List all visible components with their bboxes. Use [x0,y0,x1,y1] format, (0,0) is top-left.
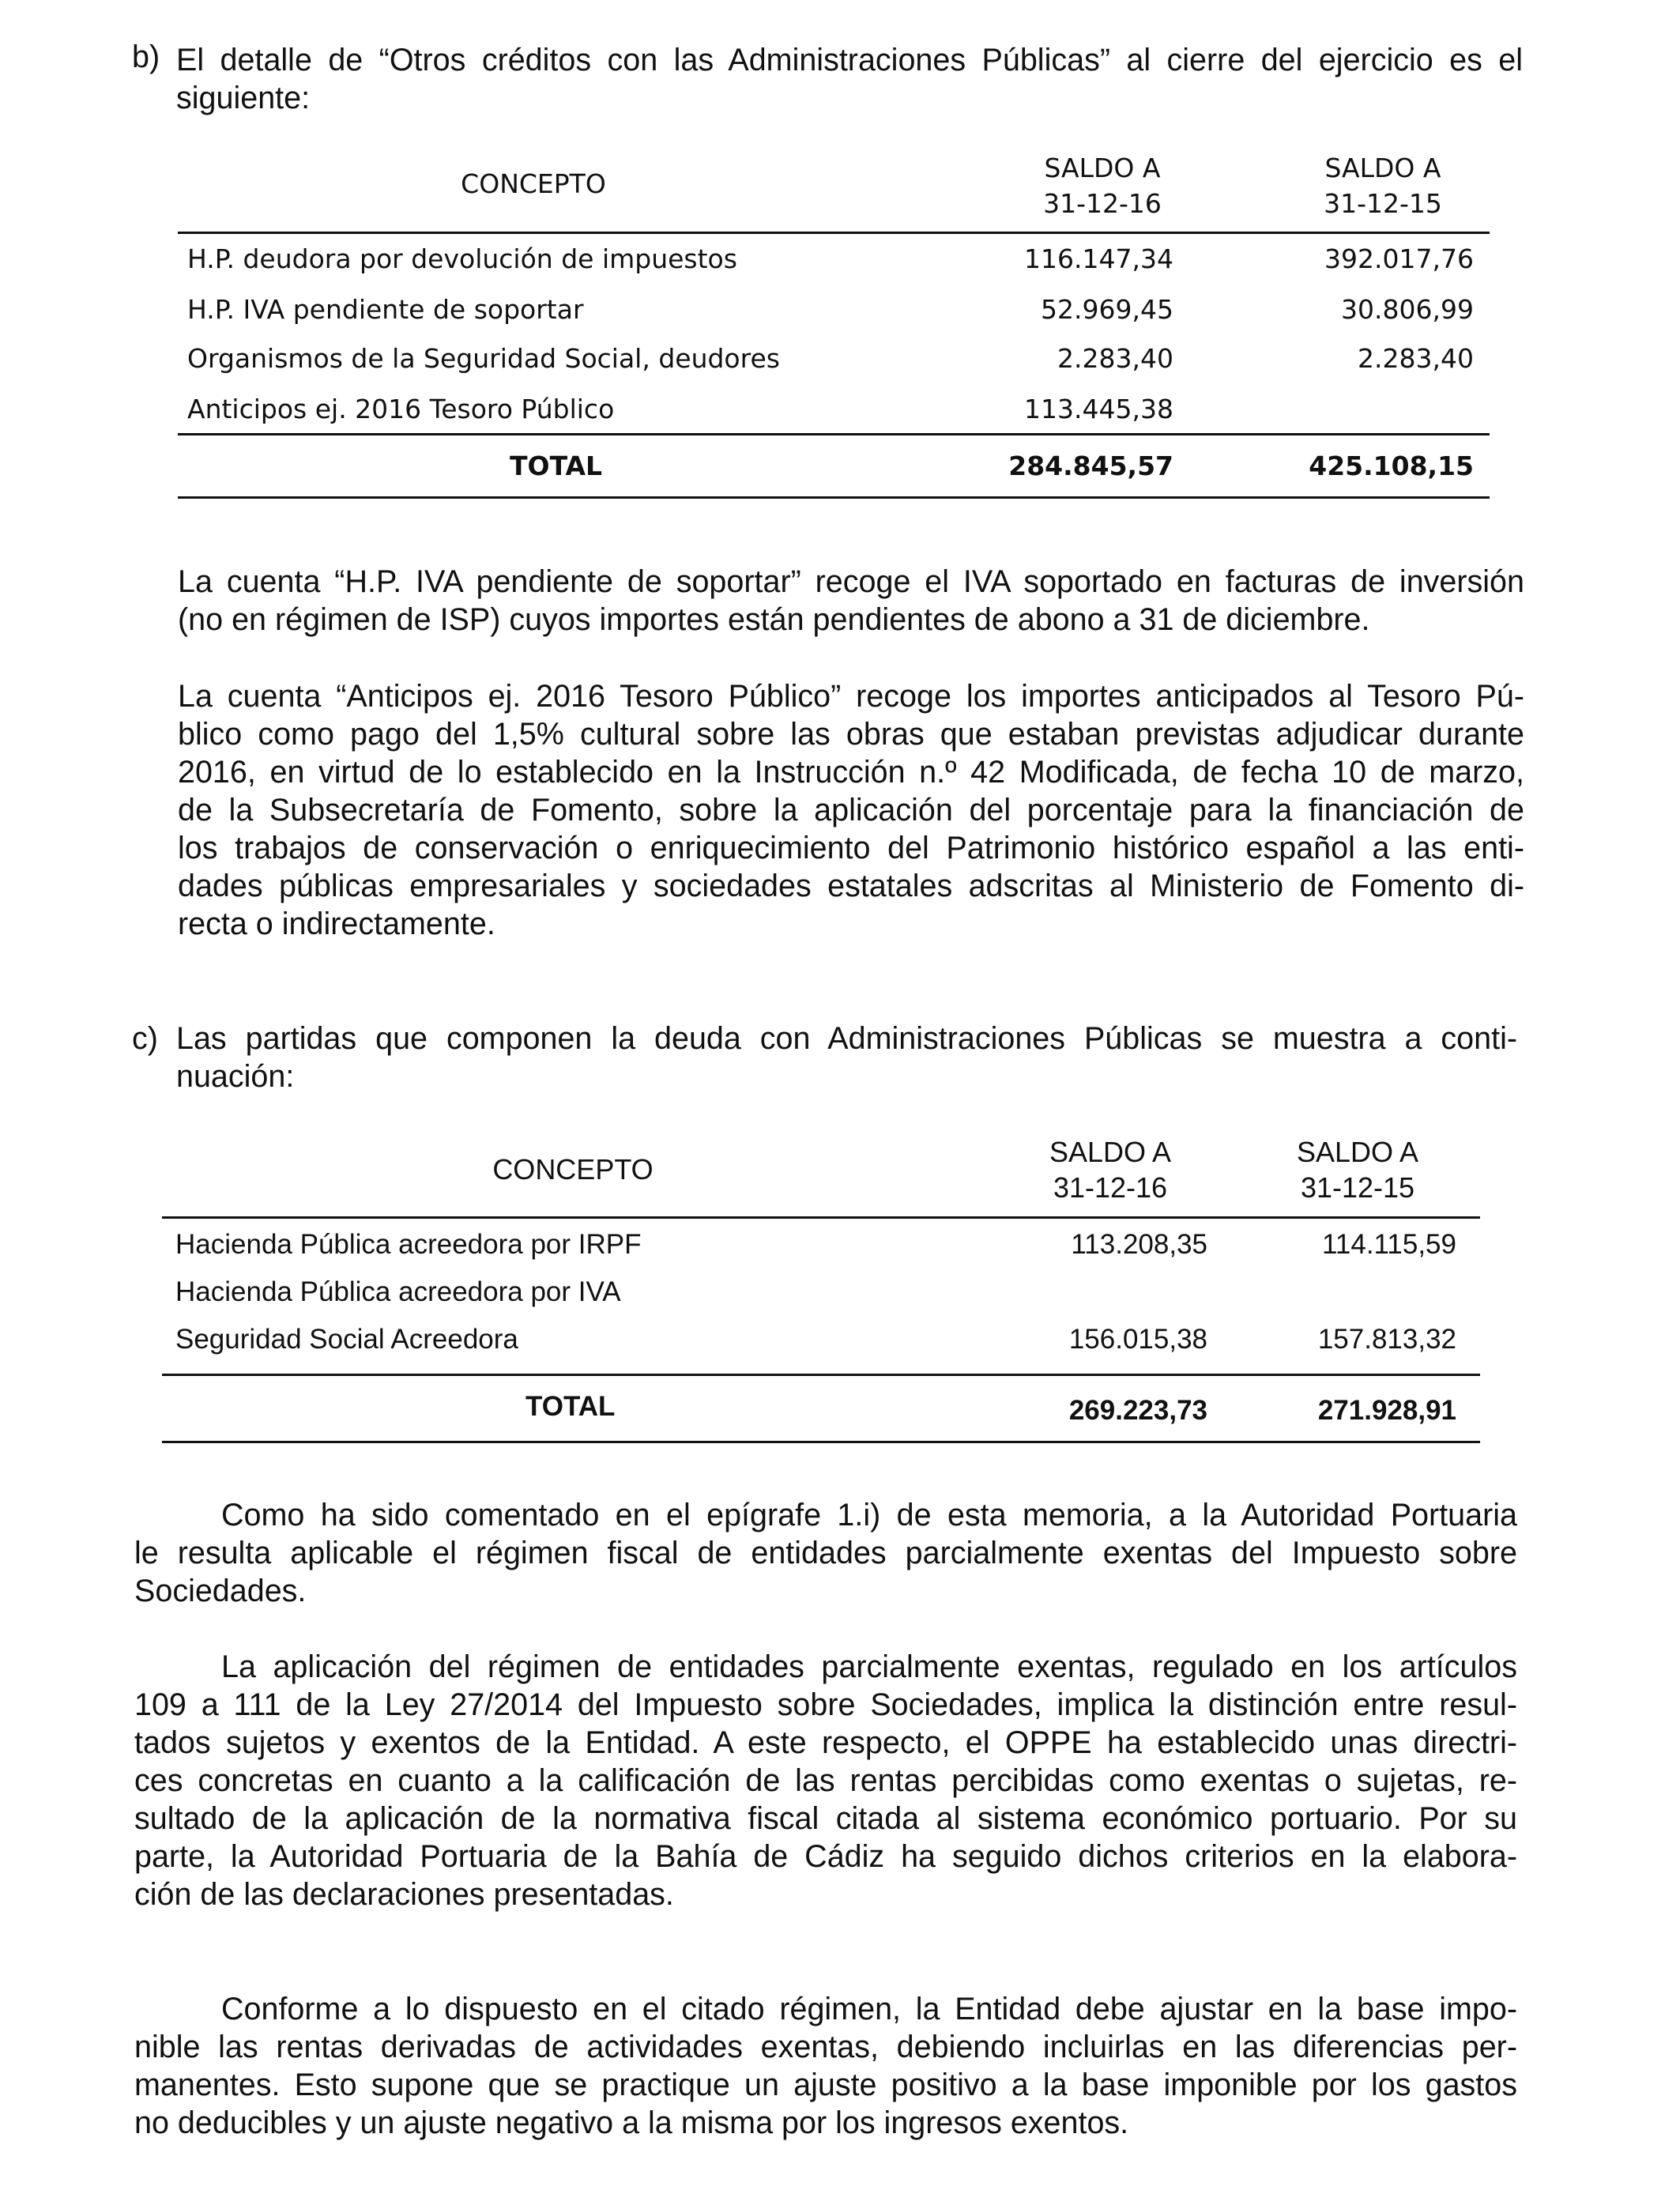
text-line: manentes. Esto supone que se practique un ajuste positivo a la base imponible por los gastos [134,2068,1517,2102]
text-line: Conforme a lo dispuesto en el citado régimen, la Entidad debe ajustar en la base impo- [221,1992,1517,2026]
text-line: recta o indirectamente. [178,907,495,941]
header-date: 31-12-15 [1324,188,1442,219]
header-saldo: SALDO A [1049,1136,1172,1168]
row-concept: Organismos de la Seguridad Social, deudores [187,343,780,374]
total-value-2015: 271.928,91 [1317,1395,1456,1426]
total-value-2015: 425.108,15 [1309,450,1474,481]
text-line: Sociedades. [134,1574,307,1608]
text-line: los trabajos de conservación o enriquecimiento del Patrimonio histórico español a las enti- [178,831,1524,865]
row-value-2015: 157.813,32 [1317,1324,1456,1355]
header-col-2016 [1031,1134,1189,1205]
text-line: nible las rentas derivadas de actividades exentas, debiendo incluirlas en las diferencias per- [134,2030,1517,2064]
paragraph-anticipos [178,677,1524,943]
text-line: La cuenta “Anticipos ej. 2016 Tesoro Público” recoge los importes anticipados al Tesoro Pú- [178,679,1524,714]
header-col-2015 [1279,1134,1437,1205]
section-b-intro [176,41,1523,117]
text-line: 2016, en virtud de lo establecido en la Instrucción n.º 42 Modificada, de fecha 10 de marzo, [178,755,1524,790]
section-b-marker: b) [132,40,160,74]
header-saldo: SALDO A [1296,1136,1419,1168]
section-c-marker: c) [132,1021,158,1056]
row-value-2016: 113.208,35 [1071,1229,1207,1260]
table-bottom-rule [162,1441,1480,1443]
table-otros-creditos [178,150,1490,506]
header-concepto: CONCEPTO [492,1153,654,1186]
text-line: sultado de la aplicación de la normativa fiscal citada al sistema económico portuario. Por su [134,1801,1517,1836]
row-concept: Hacienda Pública acreedora por IVA [175,1276,621,1307]
text-line: El detalle de “Otros créditos con las Administraciones Públicas” al cierre del ejercicio es el [176,43,1523,77]
row-concept: Anticipos ej. 2016 Tesoro Público [187,394,615,424]
text-line: le resulta aplicable el régimen fiscal de entidades parcialmente exentas del Impuesto sobre [134,1536,1517,1570]
text-line: blico como pago del 1,5% cultural sobre las obras que estaban previstas adjudicar durante [178,717,1524,752]
row-concept: Seguridad Social Acreedora [175,1324,518,1355]
text-line: La aplicación del régimen de entidades parcialmente exentas, regulado en los artículos [221,1649,1517,1684]
row-value-2015: 114.115,59 [1322,1229,1456,1260]
text-line: Como ha sido comentado en el epígrafe 1.i) de esta memoria, a la Autoridad Portuaria [221,1498,1517,1532]
row-concept: H.P. deudora por devolución de impuestos [187,243,737,274]
table-total-rule [162,1374,1480,1376]
text-line: La cuenta “H.P. IVA pendiente de soportar” recoge el IVA soportado en facturas de inversión [178,564,1524,599]
paragraph-entidades-exentas [134,1648,1517,1913]
row-concept: Hacienda Pública acreedora por IRPF [175,1229,642,1260]
total-value-2016: 269.223,73 [1068,1395,1207,1426]
text-line: (no en régimen de ISP) cuyos importes están pendientes de abono a 31 de diciembre. [178,602,1370,637]
text-line: Las partidas que componen la deuda con Administraciones Públicas se muestra a conti- [176,1021,1517,1056]
row-value-2015: 30.806,99 [1341,294,1474,325]
text-line: de la Subsecretaría de Fomento, sobre la aplicación del porcentaje para la financiación de [178,793,1524,827]
section-c-intro [176,1020,1517,1095]
text-line: no deducibles y un ajuste negativo a la misma por los ingresos exentos. [134,2105,1129,2140]
text-line: ces concretas en cuanto a la calificación de las rentas percibidas como exentas o sujetas, re- [134,1763,1517,1798]
row-value-2015: 2.283,40 [1358,343,1474,374]
text-line: 109 a 111 de la Ley 27/2014 del Impuesto sobre Sociedades, implica la distinción entre resul- [134,1687,1517,1722]
text-line: siguiente: [176,81,311,115]
text-line: tados sujetos y exentos de la Entidad. A este respecto, el OPPE ha establecido unas directri- [134,1725,1517,1760]
header-col-2015 [1304,150,1462,221]
row-value-2016: 2.283,40 [1057,343,1173,374]
header-col-2016 [1023,150,1181,221]
header-saldo: SALDO A [1044,153,1161,183]
table-total-rule [178,433,1490,435]
header-date: 31-12-15 [1300,1171,1415,1204]
total-label: TOTAL [510,450,603,481]
text-line: nuación: [176,1059,295,1094]
row-value-2016: 116.147,34 [1024,243,1173,274]
paragraph-iva-pendiente [178,563,1524,639]
paragraph-regimen-fiscal [134,1496,1517,1610]
header-saldo: SALDO A [1324,153,1441,183]
header-concepto: CONCEPTO [461,168,606,199]
paragraph-ajuste-base [134,1990,1517,2142]
header-date: 31-12-16 [1053,1171,1168,1204]
row-value-2016: 52.969,45 [1041,294,1173,325]
total-label: TOTAL [525,1391,616,1422]
table-header-rule [162,1216,1480,1219]
table-deuda-administraciones [162,1134,1480,1450]
text-line: parte, la Autoridad Portuaria de la Bahía de Cádiz ha seguido dichos criterios en la elabora- [134,1839,1517,1874]
row-value-2016: 156.015,38 [1068,1324,1207,1355]
text-line: dades públicas empresariales y sociedades estatales adscritas al Ministerio de Fomento di- [178,869,1524,903]
header-date: 31-12-16 [1043,188,1162,219]
text-line: ción de las declaraciones presentadas. [134,1877,674,1912]
total-value-2016: 284.845,57 [1008,450,1173,481]
row-value-2016: 113.445,38 [1024,394,1173,424]
row-value-2015: 392.017,76 [1324,243,1474,274]
table-bottom-rule [178,496,1490,499]
table-header-rule [178,232,1490,234]
row-concept: H.P. IVA pendiente de soportar [187,294,584,325]
